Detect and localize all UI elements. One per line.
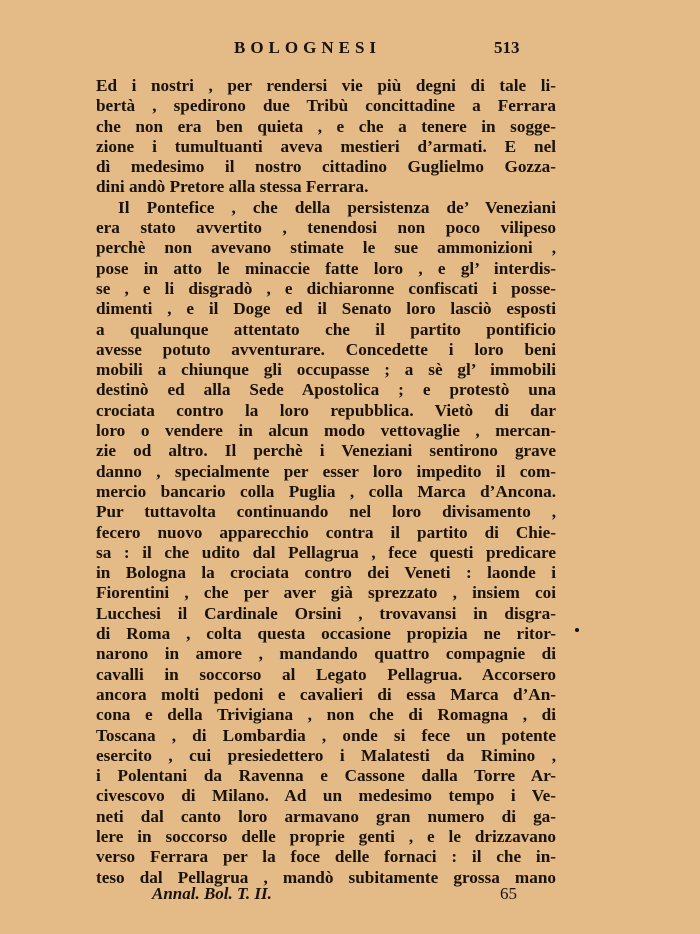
text-line: mobili a chiunque gli occupasse ; a sè gl’ immobili	[96, 360, 556, 380]
text-line: Il Pontefice , che della persistenza de’ Veneziani	[118, 197, 556, 217]
text-line: Fiorentini , che per aver già sprezzato , insiem coi	[96, 583, 556, 603]
text-line: perchè non avevano stimate le sue ammonizioni ,	[96, 238, 556, 258]
text-line: se , e li disgradò , e dichiaronne confiscati i posse-	[96, 278, 556, 298]
text-line: neti dal canto loro armavano gran numero di ga-	[96, 806, 556, 826]
paragraph	[96, 76, 556, 198]
page-footer	[0, 884, 700, 906]
page-number: 513	[494, 38, 520, 57]
text-line: zione i tumultuanti aveva mestieri d’armati. E nel	[96, 136, 556, 156]
text-line: crociata contro la loro repubblica. Vietò di dar	[96, 400, 556, 420]
signature-number: 65	[500, 884, 517, 903]
text-line: zie od altro. Il perchè i Veneziani sentirono grave	[96, 441, 556, 461]
text-line: civescovo di Milano. Ad un medesimo tempo i Ve-	[96, 786, 556, 806]
text-line: dimenti , e il Doge ed il Senato loro lasciò esposti	[96, 299, 556, 319]
text-line: cona e della Trivigiana , non che di Romagna , di	[96, 705, 556, 725]
text-line: fecero nuovo apparecchio contra il partito di Chie-	[96, 522, 556, 542]
text-line: teso dal Pellagrua , mandò subitamente grossa mano	[96, 867, 556, 887]
text-line: Toscana , di Lombardia , onde si fece un potente	[96, 725, 556, 745]
page-header	[0, 38, 700, 60]
text-line: danno , specialmente per esser loro impedito il com-	[96, 461, 556, 481]
text-line: a qualunque attentato che il partito pontificio	[96, 319, 556, 339]
text-line: Lucchesi il Cardinale Orsini , trovavansi in disgra-	[96, 603, 556, 623]
text-line: lere in soccorso delle proprie genti , e le drizzavano	[96, 826, 556, 846]
ink-speck	[575, 628, 579, 632]
text-line: dì medesimo il nostro cittadino Guglielmo Gozza-	[96, 157, 556, 177]
text-line: cavalli in soccorso al Legato Pellagrua. Accorsero	[96, 664, 556, 684]
body-text	[96, 76, 556, 888]
printer-signature: Annal. Bol. T. II.	[152, 884, 272, 903]
text-line: sa : il che udito dal Pellagrua , fece questi predicare	[96, 542, 556, 562]
text-line: avesse potuto avventurare. Concedette i loro beni	[96, 339, 556, 359]
text-line: era stato avvertito , tenendosi non poco vilipeso	[96, 218, 556, 238]
text-line: in Bologna la crociata contro dei Veneti : laonde i	[96, 563, 556, 583]
text-line: destinò ed alla Sede Apostolica ; e protestò una	[96, 380, 556, 400]
text-line: i Polentani da Ravenna e Cassone dalla Torre Ar-	[96, 766, 556, 786]
text-line: ancora molti pedoni e cavalieri di essa Marca d’An-	[96, 684, 556, 704]
text-line: di Roma , colta questa occasione propizia ne ritor-	[96, 624, 556, 644]
text-line: narono in amore , mandando quattro compagnie di	[96, 644, 556, 664]
paragraph	[96, 198, 556, 888]
text-line: loro o vendere in alcun modo vettovaglie , mercan-	[96, 421, 556, 441]
text-line: mercio bancario colla Puglia , colla Marca d’Ancona.	[96, 481, 556, 501]
text-line: verso Ferrara per la foce delle fornaci : il che in-	[96, 847, 556, 867]
running-title: BOLOGNESI	[234, 38, 382, 57]
text-line: Pur tuttavolta continuando nel loro divisamento ,	[96, 502, 556, 522]
text-line: che non era ben quieta , e che a tenere in sogge-	[96, 116, 556, 136]
text-line: esercito , cui presiedettero i Malatesti da Rimino ,	[96, 745, 556, 765]
text-line: Ed i nostri , per rendersi vie più degni di tale li-	[96, 76, 556, 95]
text-line: pose in atto le minaccie fatte loro , e gl’ interdis-	[96, 258, 556, 278]
text-line: dini andò Pretore alla stessa Ferrara.	[96, 177, 369, 197]
text-line: bertà , spedirono due Tribù concittadine a Ferrara	[96, 96, 556, 116]
